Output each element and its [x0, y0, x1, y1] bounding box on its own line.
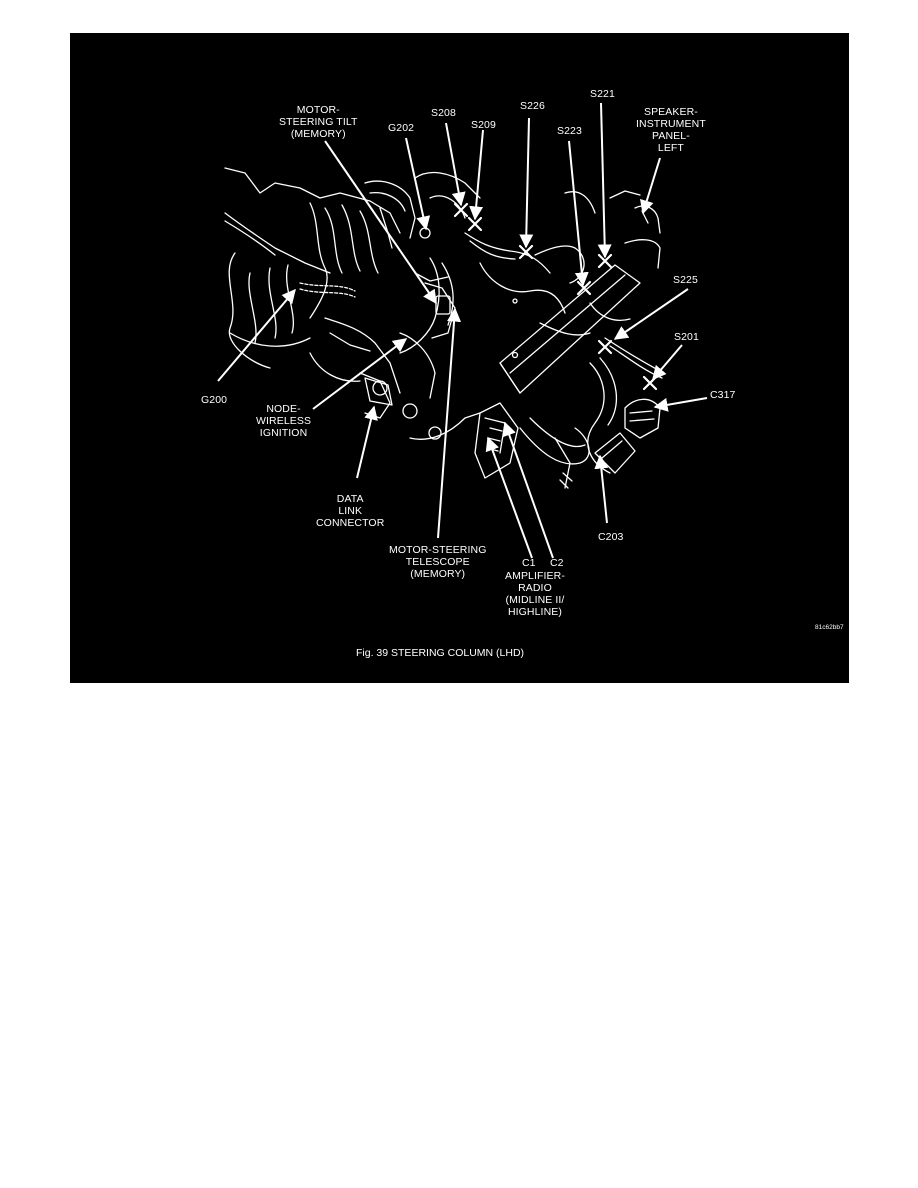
- arrow-s209: [475, 130, 483, 219]
- arrow-s208: [446, 123, 461, 205]
- leader-arrows: [218, 103, 707, 558]
- arrow-s226: [526, 118, 529, 247]
- label-s221: S221: [590, 88, 615, 100]
- label-s201: S201: [674, 331, 699, 343]
- figure-reference-code: 81c62bb7: [815, 624, 844, 631]
- arrow-speaker: [643, 158, 660, 213]
- figure-caption: Fig. 39 STEERING COLUMN (LHD): [356, 647, 525, 659]
- label-motor-steering-tilt: MOTOR- STEERING TILT (MEMORY): [279, 104, 358, 140]
- label-data-link-connector: DATA LINK CONNECTOR: [316, 493, 385, 529]
- label-s225: S225: [673, 274, 698, 286]
- arrow-s201: [653, 345, 682, 379]
- label-amplifier-radio: AMPLIFIER- RADIO (MIDLINE II/ HIGHLINE): [505, 570, 565, 618]
- column-artwork: [225, 168, 662, 488]
- splice-s226-mark: [520, 246, 532, 258]
- splice-s209-mark: [469, 218, 481, 230]
- label-c317: C317: [710, 389, 736, 401]
- arrow-c1: [488, 438, 532, 558]
- arrow-c317: [655, 398, 707, 407]
- arrow-c2: [505, 423, 553, 558]
- label-s209: S209: [471, 119, 496, 131]
- label-c203: C203: [598, 531, 624, 543]
- label-s226: S226: [520, 100, 545, 112]
- label-g202: G202: [388, 122, 415, 134]
- arrow-s223: [569, 141, 583, 285]
- label-s208: S208: [431, 107, 456, 119]
- arrow-g202: [406, 138, 426, 229]
- arrow-c203: [600, 456, 607, 523]
- label-g200: G200: [201, 394, 228, 406]
- arrow-motor-tilt: [325, 141, 436, 303]
- arrow-node-wireless: [313, 339, 406, 409]
- label-node-wireless-ignition: NODE- WIRELESS IGNITION: [256, 403, 312, 439]
- label-s223: S223: [557, 125, 582, 137]
- steering-column-figure: [70, 33, 849, 683]
- wiring-illustration: [70, 33, 849, 683]
- splice-s225-mark: [599, 341, 611, 353]
- arrow-s221: [601, 103, 605, 257]
- splice-s208-mark: [455, 204, 467, 216]
- arrow-dlc: [357, 407, 374, 478]
- label-speaker-instrument-panel-left: SPEAKER- INSTRUMENT PANEL- LEFT: [636, 106, 706, 154]
- label-c1: C1: [522, 557, 536, 569]
- label-motor-steering-telescope: MOTOR-STEERING TELESCOPE (MEMORY): [389, 544, 487, 580]
- label-c2: C2: [550, 557, 564, 569]
- arrow-motor-telescope: [438, 309, 455, 538]
